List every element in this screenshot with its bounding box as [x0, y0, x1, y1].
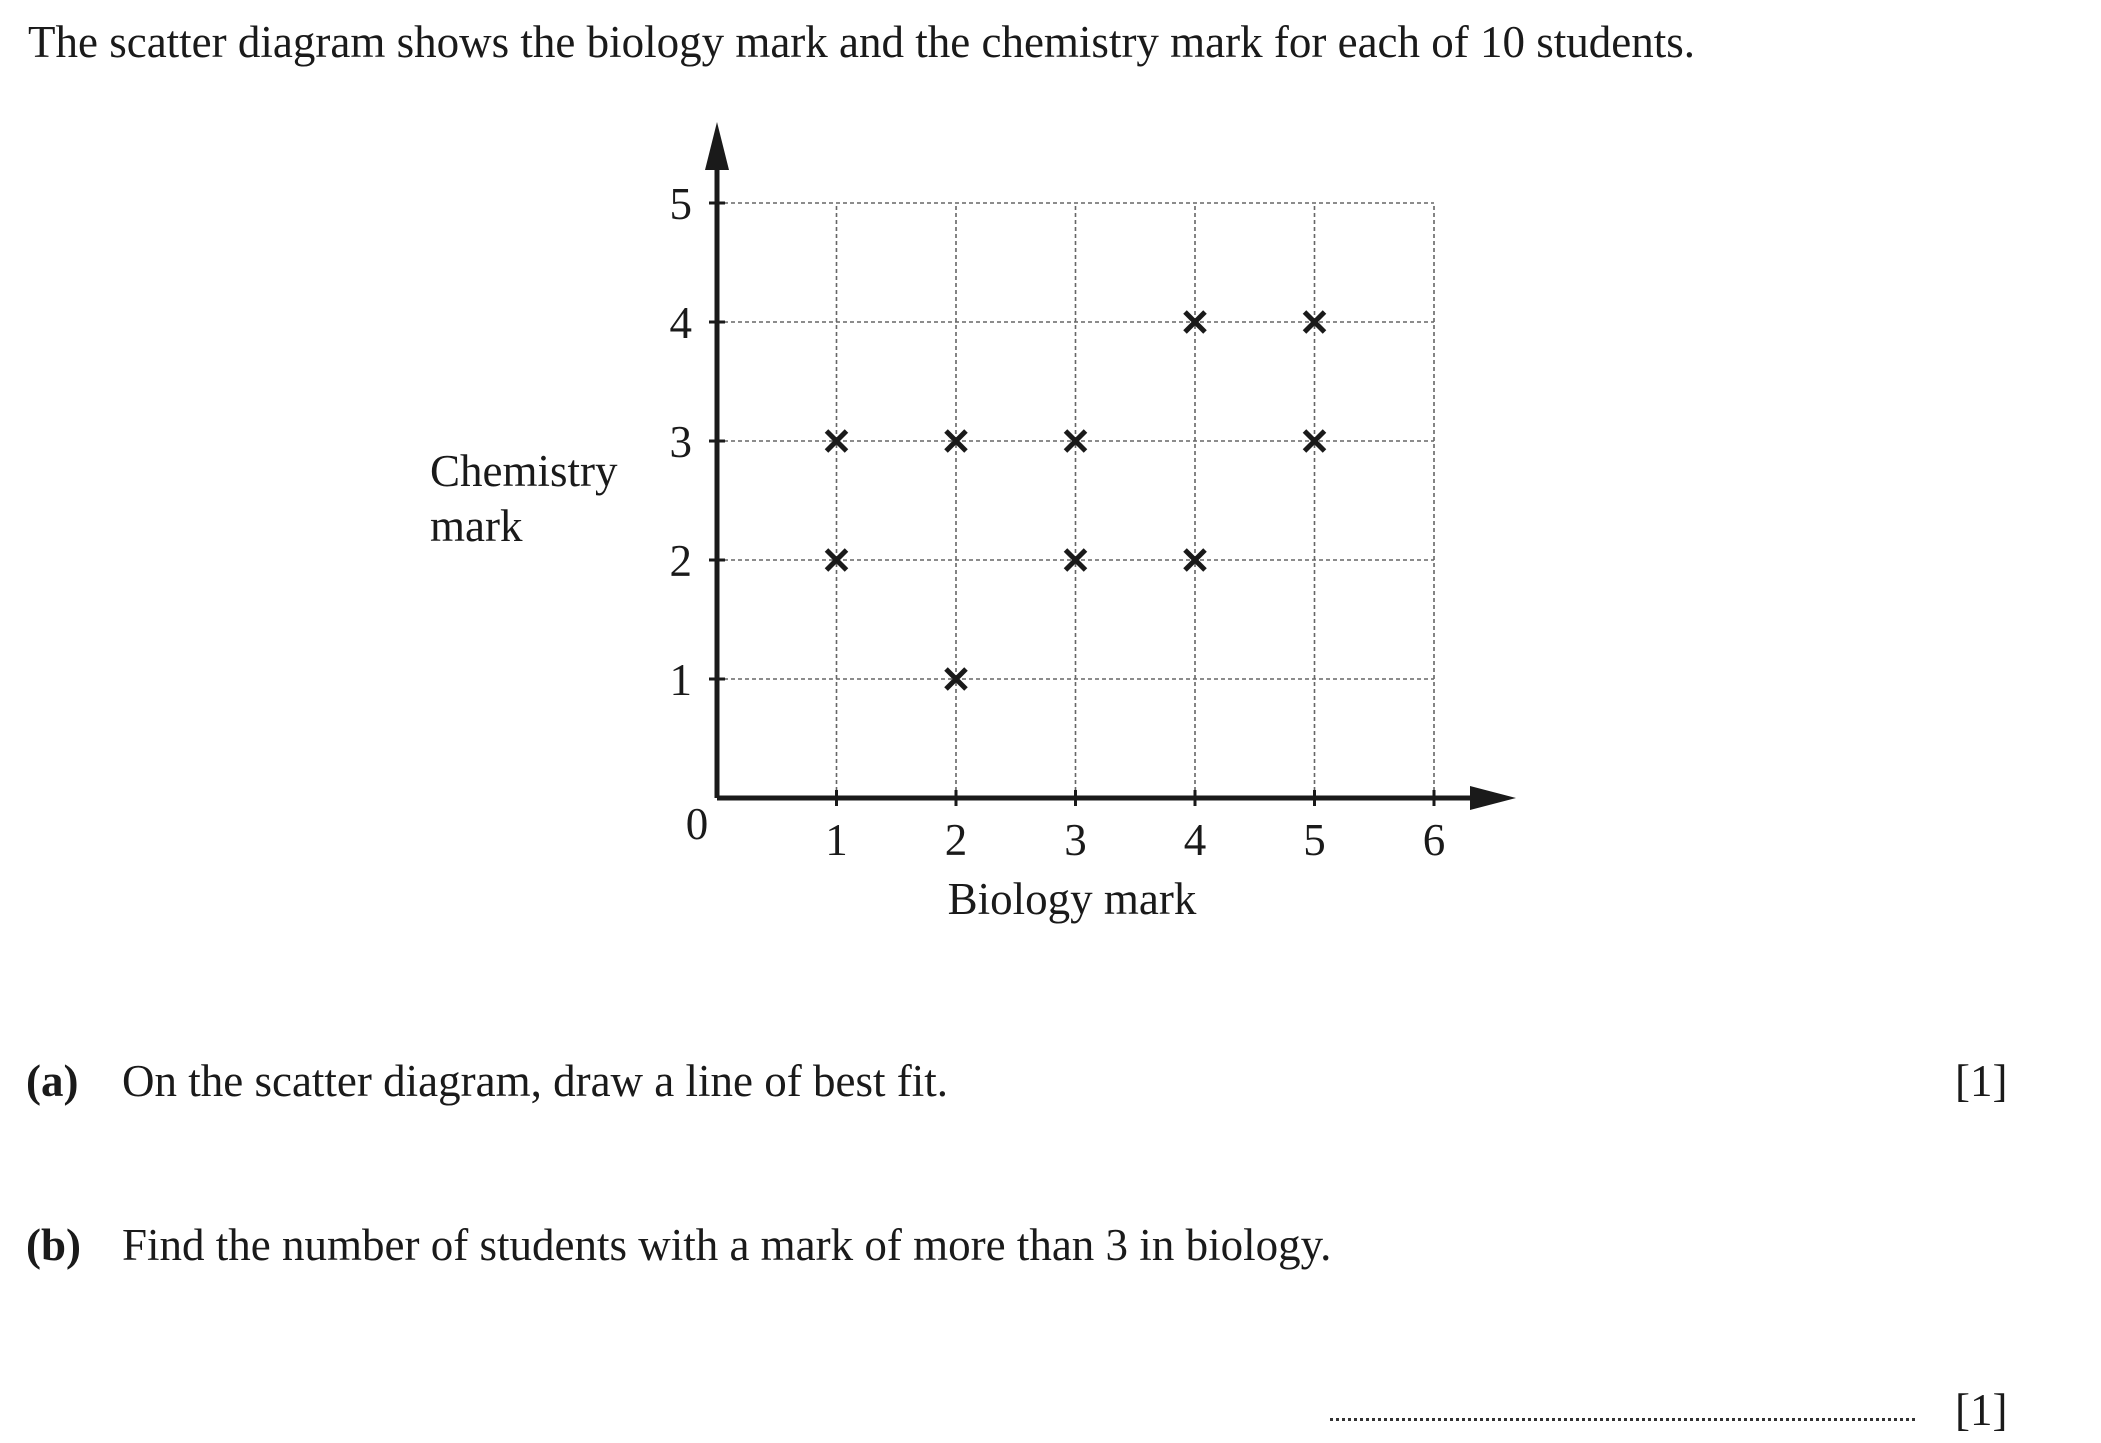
axes [705, 122, 1516, 810]
y-tick-label-2: 2 [669, 536, 692, 586]
x-tick-label-4: 4 [1183, 815, 1207, 865]
x-tick-label-6: 6 [1422, 815, 1446, 865]
x-axis-arrowhead [1470, 786, 1516, 810]
question-b-marks: [1] [1955, 1385, 2008, 1435]
question-a [26, 1051, 948, 1111]
grid [717, 203, 1434, 798]
question-b-text: Find the number of students with a mark of more than 3 in biology. [122, 1220, 1332, 1270]
y-axis-label-line-2: mark [430, 501, 523, 551]
question-a-text: On the scatter diagram, draw a line of best fit. [122, 1056, 948, 1106]
question-a-marks: [1] [1955, 1056, 2008, 1106]
y-axis-arrowhead [705, 122, 729, 170]
question-b-letter: (b) [26, 1220, 81, 1270]
tick-labels [670, 179, 1446, 865]
x-tick-label-3: 3 [1064, 815, 1087, 865]
x-tick-label-1: 1 [825, 815, 848, 865]
x-axis-label: Biology mark [947, 874, 1197, 924]
y-tick-label-3: 3 [669, 417, 692, 467]
x-tick-label-5: 5 [1303, 815, 1326, 865]
y-tick-label-4: 4 [669, 298, 692, 348]
question-b [26, 1215, 1331, 1275]
question-a-letter: (a) [26, 1056, 79, 1106]
y-tick-label-1: 1 [669, 655, 692, 705]
answer-line[interactable] [1330, 1380, 1915, 1421]
intro-text: The scatter diagram shows the biology mark and the chemistry mark for each of 10 students. [28, 17, 1696, 67]
x-tick-label-2: 2 [944, 815, 968, 865]
y-tick-label-5: 5 [669, 179, 692, 229]
y-axis-label-line-1: Chemistry [430, 446, 618, 496]
origin-label: 0 [685, 799, 709, 849]
